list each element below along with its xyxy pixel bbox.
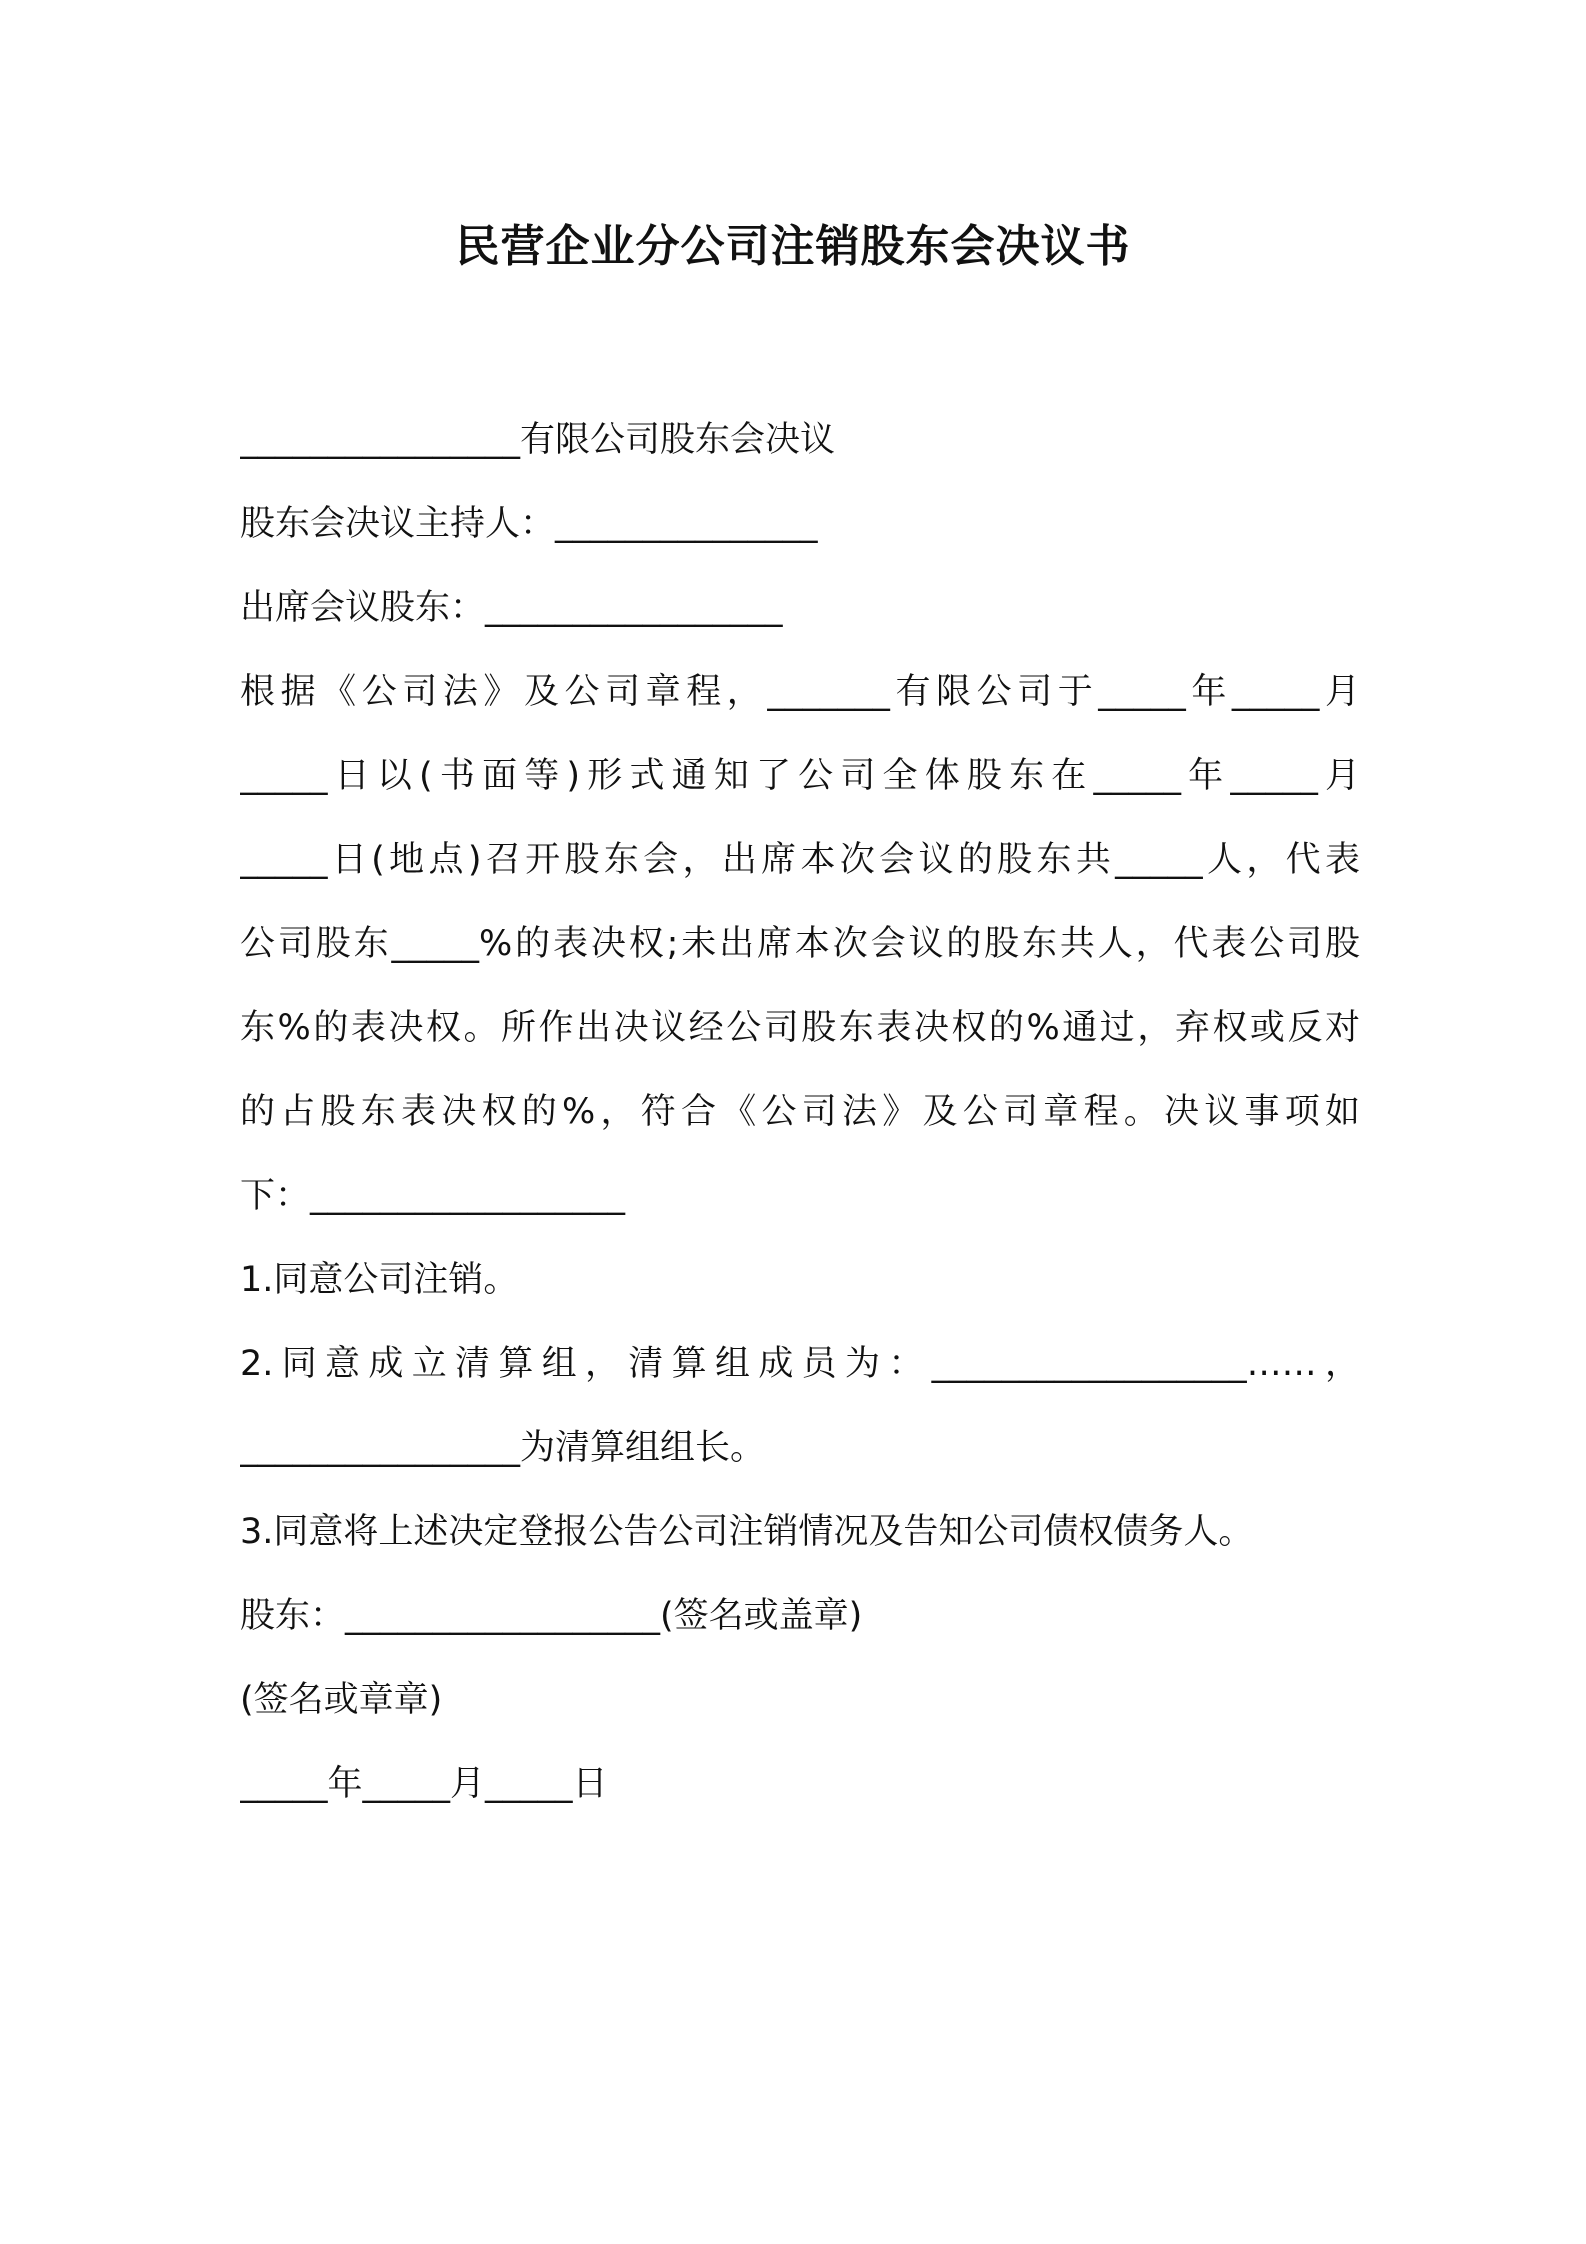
paragraph-line-3: _____日(地点)召开股东会，出席本次会议的股东共_____人，代表 — [240, 840, 1360, 880]
resolution-item-1: 1.同意公司注销。 — [240, 1260, 519, 1300]
resolution-item-3: 3.同意将上述决定登报公告公司注销情况及告知公司债权债务人。 — [240, 1512, 1254, 1552]
signature-note: (签名或章章) — [240, 1680, 443, 1720]
paragraph-line-7: 下：__________________ — [240, 1176, 626, 1216]
paragraph-line-6: 的占股东表决权的%，符合《公司法》及公司章程。决议事项如 — [240, 1092, 1360, 1132]
paragraph-line-4: 公司股东_____%的表决权;未出席本次会议的股东共人，代表公司股 — [240, 924, 1360, 964]
paragraph-line-5: 东%的表决权。所作出决议经公司股东表决权的%通过，弃权或反对 — [240, 1008, 1360, 1048]
resolution-item-2: 2.同意成立清算组，清算组成员为：__________________……， — [240, 1344, 1360, 1384]
document-body — [240, 398, 1360, 1826]
date-line: _____年_____月_____日 — [240, 1764, 608, 1804]
document-title: 民营企业分公司注销股东会决议书 — [455, 221, 1131, 272]
resolution-item-2-continued: ________________为清算组组长。 — [240, 1428, 766, 1468]
attending-shareholders-line: 出席会议股东：_________________ — [240, 588, 783, 628]
shareholder-signature-line: 股东：__________________(签名或盖章) — [240, 1596, 863, 1636]
chairperson-line: 股东会决议主持人：_______________ — [240, 504, 818, 544]
paragraph-line-1: 根据《公司法》及公司章程，_______有限公司于_____年_____月 — [240, 672, 1360, 712]
paragraph-line-2: _____日以(书面等)形式通知了公司全体股东在_____年_____月 — [240, 756, 1360, 796]
resolution-heading-line: ________________有限公司股东会决议 — [240, 420, 836, 460]
